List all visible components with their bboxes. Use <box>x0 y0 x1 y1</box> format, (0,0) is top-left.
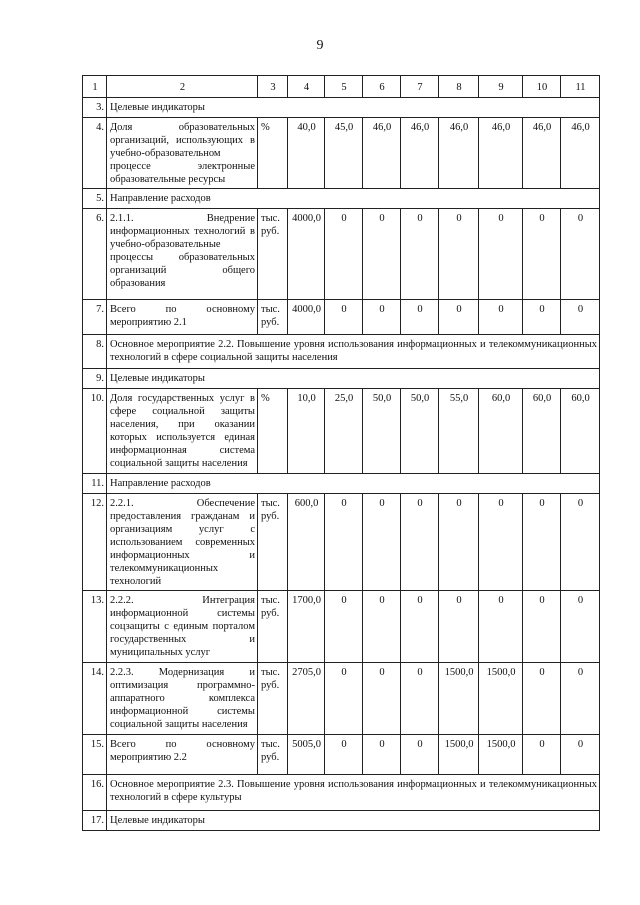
value-cell: 0 <box>479 591 523 663</box>
header-cell: 7 <box>401 76 439 98</box>
value-cell: 25,0 <box>325 389 363 474</box>
section-title: Целевые индикаторы <box>107 369 600 389</box>
value-cell: 1500,0 <box>479 735 523 775</box>
value-cell: 0 <box>401 663 439 735</box>
row-number: 3. <box>83 98 107 118</box>
header-cell: 4 <box>288 76 325 98</box>
row-unit: % <box>258 118 288 189</box>
table-row <box>83 389 600 474</box>
row-unit: % <box>258 389 288 474</box>
value-cell: 0 <box>439 209 479 300</box>
value-cell: 0 <box>363 735 401 775</box>
row-number: 15. <box>83 735 107 775</box>
activity-row <box>83 335 600 369</box>
row-number: 7. <box>83 300 107 335</box>
value-cell: 0 <box>561 663 600 735</box>
value-cell: 0 <box>325 300 363 335</box>
value-cell: 50,0 <box>363 389 401 474</box>
value-cell: 0 <box>561 494 600 591</box>
row-number: 16. <box>83 775 107 811</box>
value-cell: 0 <box>561 735 600 775</box>
value-cell: 0 <box>363 209 401 300</box>
row-number: 14. <box>83 663 107 735</box>
row-number: 10. <box>83 389 107 474</box>
value-cell: 0 <box>325 663 363 735</box>
section-row <box>83 474 600 494</box>
value-cell: 0 <box>363 300 401 335</box>
value-cell: 46,0 <box>401 118 439 189</box>
row-number: 8. <box>83 335 107 369</box>
value-cell: 0 <box>479 209 523 300</box>
row-number: 9. <box>83 369 107 389</box>
value-cell: 40,0 <box>288 118 325 189</box>
value-cell: 55,0 <box>439 389 479 474</box>
row-name: Всего по основному мероприятию 2.1 <box>107 300 258 335</box>
value-cell: 0 <box>401 209 439 300</box>
section-title: Целевые индикаторы <box>107 811 600 831</box>
row-unit: тыс. руб. <box>258 209 288 300</box>
value-cell: 0 <box>523 209 561 300</box>
row-number: 11. <box>83 474 107 494</box>
section-title: Направление расходов <box>107 474 600 494</box>
value-cell: 0 <box>325 494 363 591</box>
value-cell: 0 <box>561 591 600 663</box>
value-cell: 0 <box>523 591 561 663</box>
row-number: 13. <box>83 591 107 663</box>
row-unit: тыс. руб. <box>258 300 288 335</box>
section-row <box>83 369 600 389</box>
value-cell: 4000,0 <box>288 209 325 300</box>
value-cell: 50,0 <box>401 389 439 474</box>
value-cell: 0 <box>363 591 401 663</box>
table-row <box>83 494 600 591</box>
value-cell: 0 <box>439 591 479 663</box>
page-number: 9 <box>316 38 324 53</box>
row-unit: тыс. руб. <box>258 735 288 775</box>
table-row <box>83 663 600 735</box>
value-cell: 0 <box>325 735 363 775</box>
value-cell: 4000,0 <box>288 300 325 335</box>
value-cell: 1500,0 <box>479 663 523 735</box>
value-cell: 0 <box>439 494 479 591</box>
section-row <box>83 811 600 831</box>
value-cell: 0 <box>325 591 363 663</box>
value-cell: 60,0 <box>479 389 523 474</box>
row-name: Доля государственных услуг в сфере социальной защиты населения, при оказании которых используется единая информационная система социальной защиты населения <box>107 389 258 474</box>
header-cell: 10 <box>523 76 561 98</box>
table-row <box>83 209 600 300</box>
value-cell: 600,0 <box>288 494 325 591</box>
section-row <box>83 98 600 118</box>
header-cell: 3 <box>258 76 288 98</box>
value-cell: 0 <box>523 494 561 591</box>
row-unit: тыс. руб. <box>258 591 288 663</box>
row-number: 12. <box>83 494 107 591</box>
value-cell: 0 <box>325 209 363 300</box>
program-table <box>82 75 600 831</box>
value-cell: 0 <box>479 300 523 335</box>
value-cell: 0 <box>561 300 600 335</box>
header-row <box>83 76 600 98</box>
value-cell: 0 <box>401 591 439 663</box>
value-cell: 0 <box>523 663 561 735</box>
table-row <box>83 735 600 775</box>
row-name: 2.2.1. Обеспечение предоставления гражданам и организациям услуг с использованием современных информационных и телекоммуникационных технологий <box>107 494 258 591</box>
value-cell: 0 <box>523 735 561 775</box>
row-unit: тыс. руб. <box>258 663 288 735</box>
activity-title: Основное мероприятие 2.3. Повышение уровня использования информационных и телекоммуникационных технологий в сфере культуры <box>107 775 600 811</box>
value-cell: 0 <box>401 494 439 591</box>
value-cell: 0 <box>439 300 479 335</box>
value-cell: 46,0 <box>439 118 479 189</box>
row-number: 5. <box>83 189 107 209</box>
value-cell: 46,0 <box>561 118 600 189</box>
value-cell: 1500,0 <box>439 663 479 735</box>
header-cell: 9 <box>479 76 523 98</box>
row-name: 2.2.2. Интеграция информационной системы соцзащиты с единым порталом государственных и муниципальных услуг <box>107 591 258 663</box>
section-title: Направление расходов <box>107 189 600 209</box>
activity-title: Основное мероприятие 2.2. Повышение уровня использования информационных и телекоммуникационных технологий в сфере социальной защиты населения <box>107 335 600 369</box>
header-cell: 11 <box>561 76 600 98</box>
value-cell: 0 <box>401 735 439 775</box>
value-cell: 60,0 <box>523 389 561 474</box>
row-unit: тыс. руб. <box>258 494 288 591</box>
header-cell: 5 <box>325 76 363 98</box>
header-cell: 2 <box>107 76 258 98</box>
value-cell: 0 <box>523 300 561 335</box>
value-cell: 0 <box>479 494 523 591</box>
row-name: Доля образовательных организаций, использующих в учебно-образовательном процессе электронные образовательные ресурсы <box>107 118 258 189</box>
value-cell: 46,0 <box>363 118 401 189</box>
header-cell: 1 <box>83 76 107 98</box>
header-cell: 8 <box>439 76 479 98</box>
row-number: 6. <box>83 209 107 300</box>
row-name: 2.2.3. Модернизация и оптимизация программно-аппаратного комплекса информационной системы социальной защиты населения <box>107 663 258 735</box>
value-cell: 0 <box>401 300 439 335</box>
value-cell: 2705,0 <box>288 663 325 735</box>
value-cell: 10,0 <box>288 389 325 474</box>
value-cell: 0 <box>363 663 401 735</box>
value-cell: 0 <box>363 494 401 591</box>
value-cell: 1700,0 <box>288 591 325 663</box>
row-number: 17. <box>83 811 107 831</box>
table-row <box>83 300 600 335</box>
value-cell: 46,0 <box>479 118 523 189</box>
value-cell: 46,0 <box>523 118 561 189</box>
value-cell: 1500,0 <box>439 735 479 775</box>
value-cell: 45,0 <box>325 118 363 189</box>
section-row <box>83 189 600 209</box>
value-cell: 5005,0 <box>288 735 325 775</box>
value-cell: 60,0 <box>561 389 600 474</box>
value-cell: 0 <box>561 209 600 300</box>
row-name: Всего по основному мероприятию 2.2 <box>107 735 258 775</box>
section-title: Целевые индикаторы <box>107 98 600 118</box>
activity-row <box>83 775 600 811</box>
row-name: 2.1.1. Внедрение информационных технологий в учебно-образовательные процессы образовательных организаций общего образования <box>107 209 258 300</box>
row-number: 4. <box>83 118 107 189</box>
header-cell: 6 <box>363 76 401 98</box>
table-row <box>83 118 600 189</box>
table-row <box>83 591 600 663</box>
